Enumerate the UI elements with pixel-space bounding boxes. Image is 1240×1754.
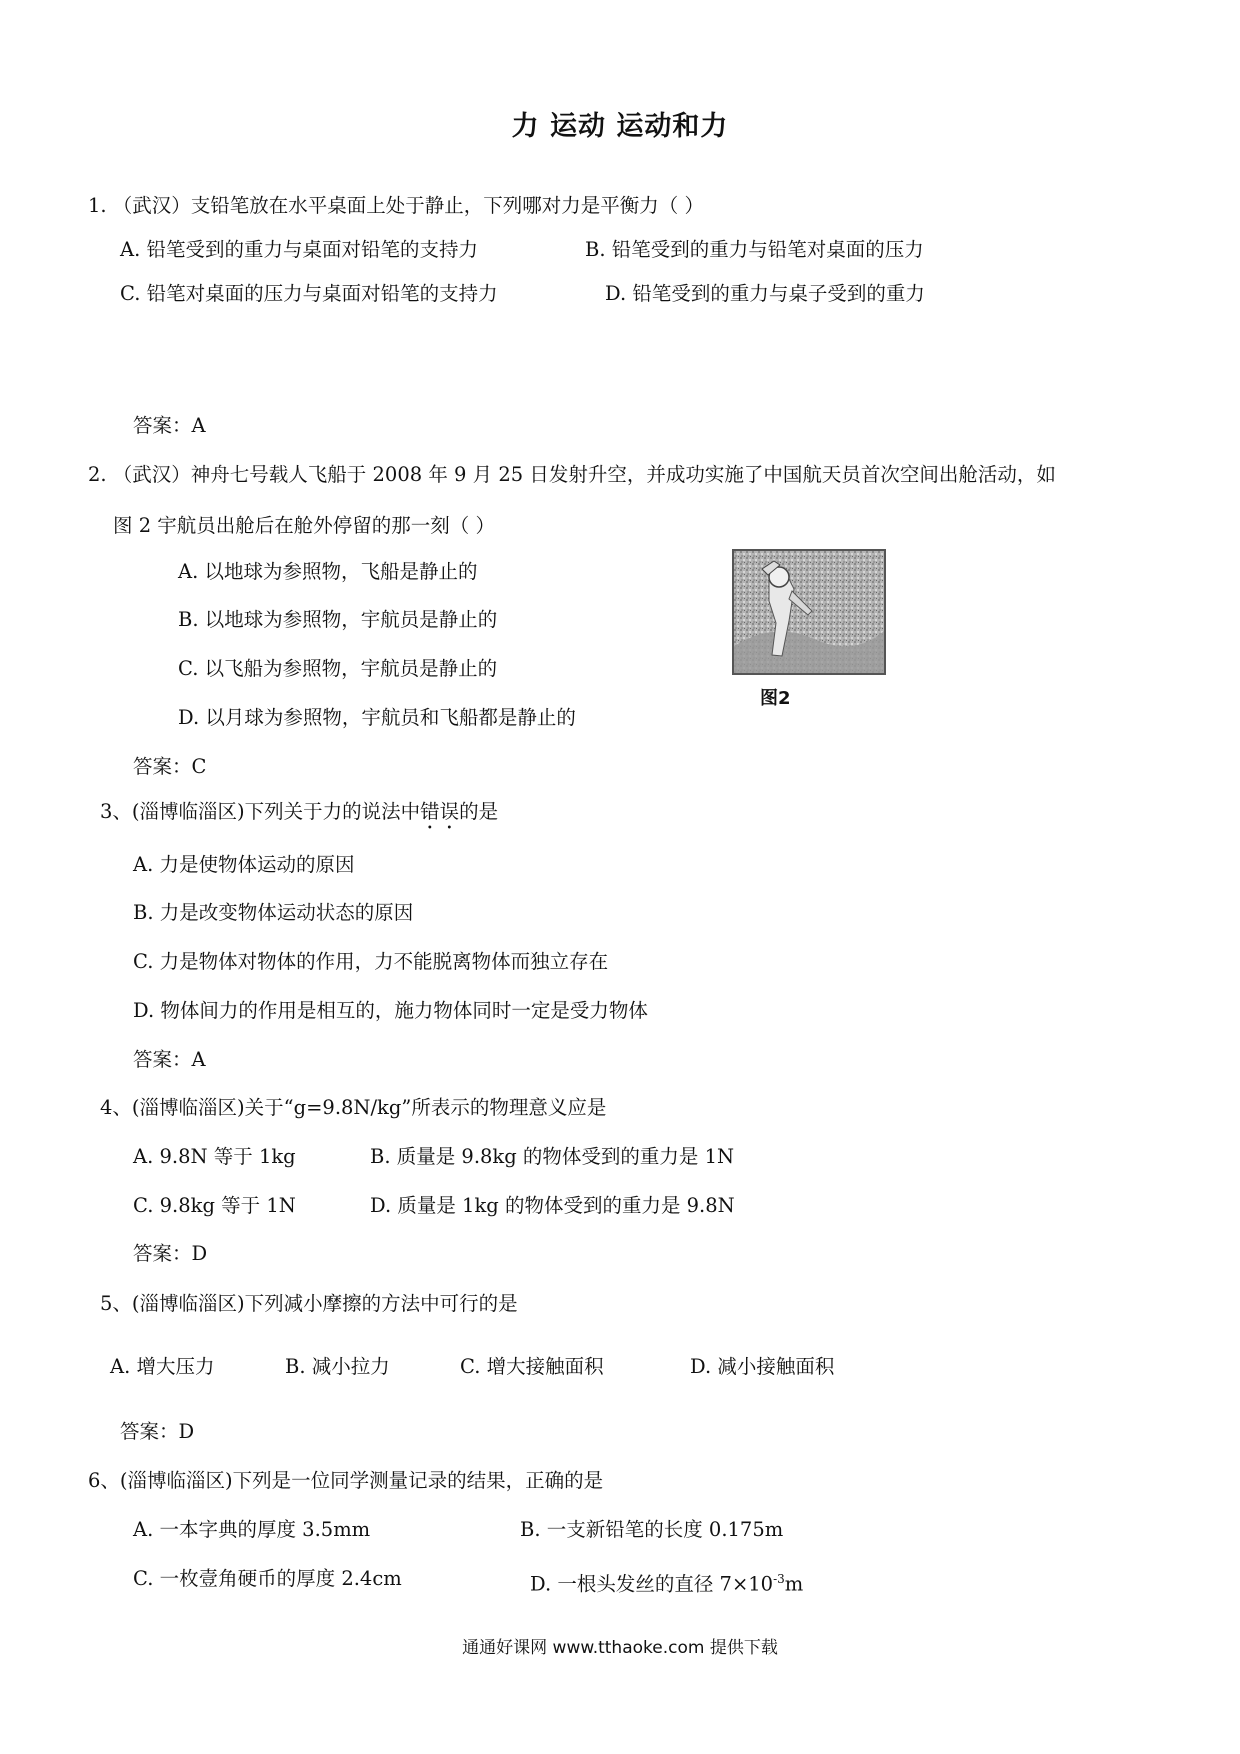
question-5-option-a: A. 增大压力 (110, 1355, 215, 1378)
question-3-option-a: A. 力是使物体运动的原因 (133, 853, 355, 876)
question-3-stem-end: 的是 (459, 800, 499, 823)
question-3-emphasis: 错误 (420, 800, 460, 823)
question-3-answer: 答案：A (133, 1048, 206, 1071)
figure-caption: 图2 (760, 688, 791, 709)
question-6-option-d-exponent: -3 (773, 1572, 785, 1586)
question-1-option-d: D. 铅笔受到的重力与桌子受到的重力 (605, 282, 925, 305)
question-3-stem-start: 3、(淄博临淄区)下列关于力的说法中 (100, 800, 421, 823)
question-4-option-d: D. 质量是 1kg 的物体受到的重力是 9.8N (370, 1194, 735, 1217)
question-6-option-d-unit: m (784, 1572, 804, 1596)
question-1-answer: 答案：A (133, 414, 206, 437)
question-1-stem: 1. （武汉）支铅笔放在水平桌面上处于静止，下列哪对力是平衡力（ ） (88, 194, 705, 217)
question-6-option-c: C. 一枚壹角硬币的厚度 2.4cm (133, 1567, 402, 1590)
question-5-option-c: C. 增大接触面积 (460, 1355, 604, 1378)
question-3-option-b: B. 力是改变物体运动状态的原因 (133, 901, 414, 924)
question-2-option-d: D. 以月球为参照物，宇航员和飞船都是静止的 (178, 706, 576, 729)
question-1-option-b: B. 铅笔受到的重力与铅笔对桌面的压力 (585, 238, 924, 261)
question-2-option-c: C. 以飞船为参照物，宇航员是静止的 (178, 657, 498, 680)
question-1-option-c: C. 铅笔对桌面的压力与桌面对铅笔的支持力 (120, 282, 498, 305)
question-3-option-d: D. 物体间力的作用是相互的，施力物体同时一定是受力物体 (133, 999, 648, 1022)
question-5-answer: 答案：D (120, 1420, 195, 1443)
question-2-stem-line-1: 2. （武汉）神舟七号载人飞船于 2008 年 9 月 25 日发射升空，并成功实施了中国航天员首次空间出舱活动，如 (88, 463, 1056, 486)
question-4-option-c: C. 9.8kg 等于 1N (133, 1194, 296, 1217)
question-4-answer: 答案：D (133, 1242, 208, 1265)
question-2-option-a: A. 以地球为参照物，飞船是静止的 (178, 560, 478, 583)
question-4-stem: 4、(淄博临淄区)关于“g=9.8N/kg”所表示的物理意义应是 (100, 1096, 607, 1119)
question-4-option-a: A. 9.8N 等于 1kg (133, 1145, 296, 1168)
question-2-answer: 答案：C (133, 755, 207, 778)
question-5-stem: 5、(淄博临淄区)下列减小摩擦的方法中可行的是 (100, 1292, 518, 1315)
question-6-option-d (530, 1565, 803, 1599)
question-5-option-b: B. 减小拉力 (285, 1355, 390, 1378)
question-6-option-d-text: D. 一根头发丝的直径 7×10 (530, 1572, 774, 1596)
question-3-stem (100, 798, 498, 834)
question-2-option-b: B. 以地球为参照物，宇航员是静止的 (178, 608, 498, 631)
question-2-stem-line-2: 图 2 宇航员出舱后在舱外停留的那一刻（ ） (113, 514, 496, 537)
question-5-option-d: D. 减小接触面积 (690, 1355, 835, 1378)
footer: 通通好课网 www.tthaoke.com 提供下载 (462, 1638, 778, 1658)
question-4-option-b: B. 质量是 9.8kg 的物体受到的重力是 1N (370, 1145, 735, 1168)
question-6-option-a: A. 一本字典的厚度 3.5mm (133, 1518, 371, 1541)
question-3-option-c: C. 力是物体对物体的作用，力不能脱离物体而独立存在 (133, 950, 609, 973)
page-title: 力 运动 运动和力 (511, 111, 729, 142)
question-1-option-a: A. 铅笔受到的重力与桌面对铅笔的支持力 (120, 238, 478, 261)
question-6-option-b: B. 一支新铅笔的长度 0.175m (520, 1518, 784, 1541)
astronaut-figure (732, 549, 886, 675)
question-6-stem: 6、(淄博临淄区)下列是一位同学测量记录的结果，正确的是 (88, 1469, 604, 1492)
astronaut-image (734, 551, 884, 673)
